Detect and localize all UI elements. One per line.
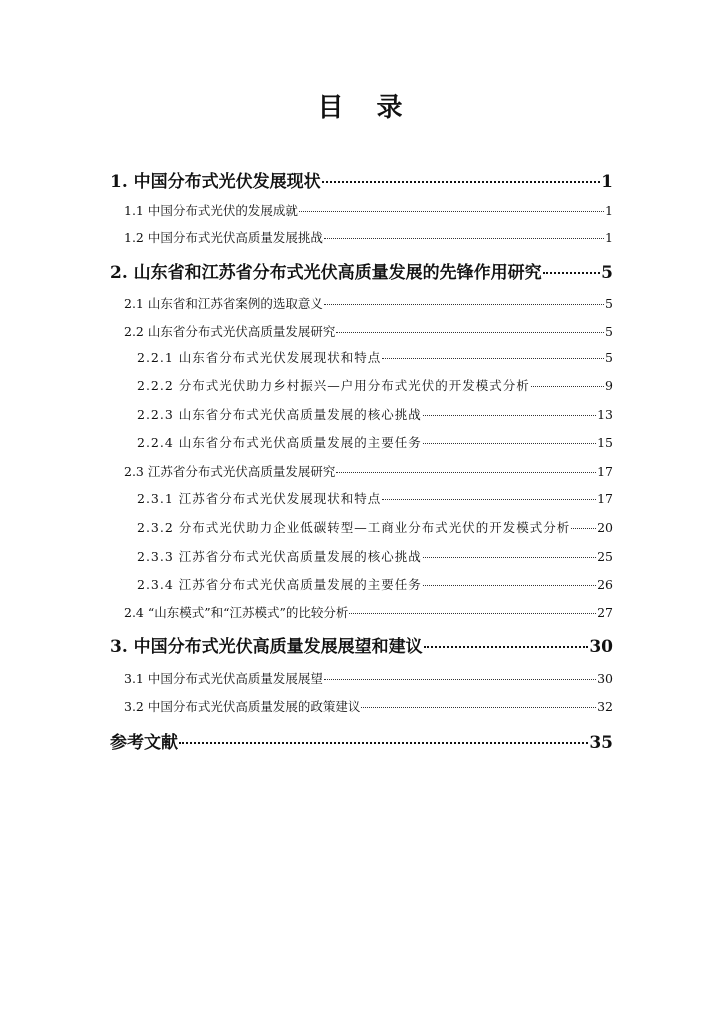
toc-entry-page-number: 5 bbox=[605, 324, 613, 339]
toc-dot-leader bbox=[324, 304, 604, 305]
toc-entry-level-2[interactable] bbox=[124, 669, 613, 687]
toc-entry-page-number: 13 bbox=[597, 407, 613, 422]
toc-entry-label: 1.1 中国分布式光伏的发展成就 bbox=[124, 203, 298, 218]
toc-dot-leader bbox=[423, 557, 596, 558]
toc-dot-leader bbox=[382, 358, 604, 359]
toc-entry-label: 2.2 山东省分布式光伏高质量发展研究 bbox=[124, 324, 336, 339]
toc-entry-page-number: 1 bbox=[601, 172, 613, 192]
toc-entry-label: 2.3.3 江苏省分布式光伏高质量发展的核心挑战 bbox=[137, 549, 422, 564]
toc-entry-label: 3.2 中国分布式光伏高质量发展的政策建议 bbox=[124, 699, 361, 714]
toc-entry-page-number: 5 bbox=[601, 263, 613, 283]
toc-dot-leader bbox=[423, 443, 596, 444]
toc-entry-level-3[interactable] bbox=[137, 489, 613, 507]
toc-entry-level-3[interactable] bbox=[137, 518, 613, 536]
toc-dot-leader bbox=[531, 386, 604, 387]
toc-entry-level-2[interactable] bbox=[124, 462, 613, 480]
toc-entry-page-number: 32 bbox=[597, 699, 613, 714]
toc-entry-level-1[interactable] bbox=[110, 167, 613, 192]
toc-entry-page-number: 9 bbox=[605, 378, 613, 393]
toc-entry-level-3[interactable] bbox=[137, 348, 613, 366]
toc-entry-label: 2.2.1 山东省分布式光伏发展现状和特点 bbox=[137, 350, 382, 365]
toc-entry-page-number: 17 bbox=[597, 491, 613, 506]
toc-entry-page-number: 26 bbox=[597, 577, 613, 592]
toc-entry-label: 2.1 山东省和江苏省案例的选取意义 bbox=[124, 296, 323, 311]
toc-entry-level-3[interactable] bbox=[137, 547, 613, 565]
toc-entry-level-2[interactable] bbox=[124, 603, 613, 621]
toc-entry-label: 3.1 中国分布式光伏高质量发展展望 bbox=[124, 671, 323, 686]
toc-dot-leader bbox=[179, 742, 588, 744]
toc-dot-leader bbox=[336, 332, 604, 333]
toc-entry-page-number: 1 bbox=[605, 230, 613, 245]
toc-entry-page-number: 5 bbox=[605, 296, 613, 311]
toc-entry-level-3[interactable] bbox=[137, 433, 613, 451]
toc-entry-page-number: 30 bbox=[589, 637, 613, 657]
toc-entry-level-1[interactable] bbox=[110, 258, 613, 283]
toc-entry-page-number: 15 bbox=[597, 435, 613, 450]
toc-entry-label: 1. 中国分布式光伏发展现状 bbox=[110, 172, 321, 192]
toc-dot-leader bbox=[349, 613, 596, 614]
toc-entry-level-2[interactable] bbox=[124, 697, 613, 715]
toc-entry-level-2[interactable] bbox=[124, 201, 613, 219]
toc-entry-page-number: 5 bbox=[605, 350, 613, 365]
toc-entry-page-number: 35 bbox=[589, 733, 613, 753]
toc-dot-leader bbox=[382, 499, 596, 500]
toc-dot-leader bbox=[424, 646, 589, 648]
toc-entry-label: 2.2.2 分布式光伏助力乡村振兴—户用分布式光伏的开发模式分析 bbox=[137, 378, 530, 393]
toc-entry-page-number: 17 bbox=[597, 464, 613, 479]
toc-entry-page-number: 30 bbox=[597, 671, 613, 686]
toc-entry-page-number: 1 bbox=[605, 203, 613, 218]
toc-dot-leader bbox=[423, 585, 596, 586]
toc-entry-label: 2.3.4 江苏省分布式光伏高质量发展的主要任务 bbox=[137, 577, 422, 592]
toc-dot-leader bbox=[299, 211, 604, 212]
toc-dot-leader bbox=[423, 415, 596, 416]
toc-entry-label: 2.2.3 山东省分布式光伏高质量发展的核心挑战 bbox=[137, 407, 422, 422]
toc-entry-label: 2.4 “山东模式”和“江苏模式”的比较分析 bbox=[124, 605, 349, 620]
toc-dot-leader bbox=[543, 272, 600, 274]
toc-dot-leader bbox=[571, 528, 596, 529]
toc-dot-leader bbox=[322, 181, 600, 183]
toc-dot-leader bbox=[324, 238, 604, 239]
toc-entry-level-3[interactable] bbox=[137, 376, 613, 394]
toc-entry-label: 2.3.2 分布式光伏助力企业低碳转型—工商业分布式光伏的开发模式分析 bbox=[137, 520, 571, 535]
toc-dot-leader bbox=[361, 707, 596, 708]
toc-entry-level-3[interactable] bbox=[137, 405, 613, 423]
toc-entry-page-number: 20 bbox=[597, 520, 613, 535]
toc-entry-level-2[interactable] bbox=[124, 294, 613, 312]
toc-entry-page-number: 27 bbox=[597, 605, 613, 620]
toc-entry-level-2[interactable] bbox=[124, 228, 613, 246]
toc-dot-leader bbox=[336, 472, 596, 473]
toc-entry-label: 2. 山东省和江苏省分布式光伏高质量发展的先锋作用研究 bbox=[110, 263, 542, 283]
toc-entry-page-number: 25 bbox=[597, 549, 613, 564]
toc-title: 目 录 bbox=[317, 93, 415, 123]
toc-entry-label: 1.2 中国分布式光伏高质量发展挑战 bbox=[124, 230, 323, 245]
toc-entry-label: 参考文献 bbox=[110, 733, 178, 753]
toc-entry-level-2[interactable] bbox=[124, 322, 613, 340]
toc-dot-leader bbox=[324, 679, 596, 680]
toc-entry-label: 2.2.4 山东省分布式光伏高质量发展的主要任务 bbox=[137, 435, 422, 450]
toc-entry-level-3[interactable] bbox=[137, 575, 613, 593]
toc-entry-label: 2.3.1 江苏省分布式光伏发展现状和特点 bbox=[137, 491, 382, 506]
toc-entry-label: 3. 中国分布式光伏高质量发展展望和建议 bbox=[110, 637, 423, 657]
toc-entry-level-1[interactable] bbox=[110, 632, 613, 657]
toc-entry-label: 2.3 江苏省分布式光伏高质量发展研究 bbox=[124, 464, 336, 479]
toc-entry-level-1[interactable] bbox=[110, 728, 613, 753]
